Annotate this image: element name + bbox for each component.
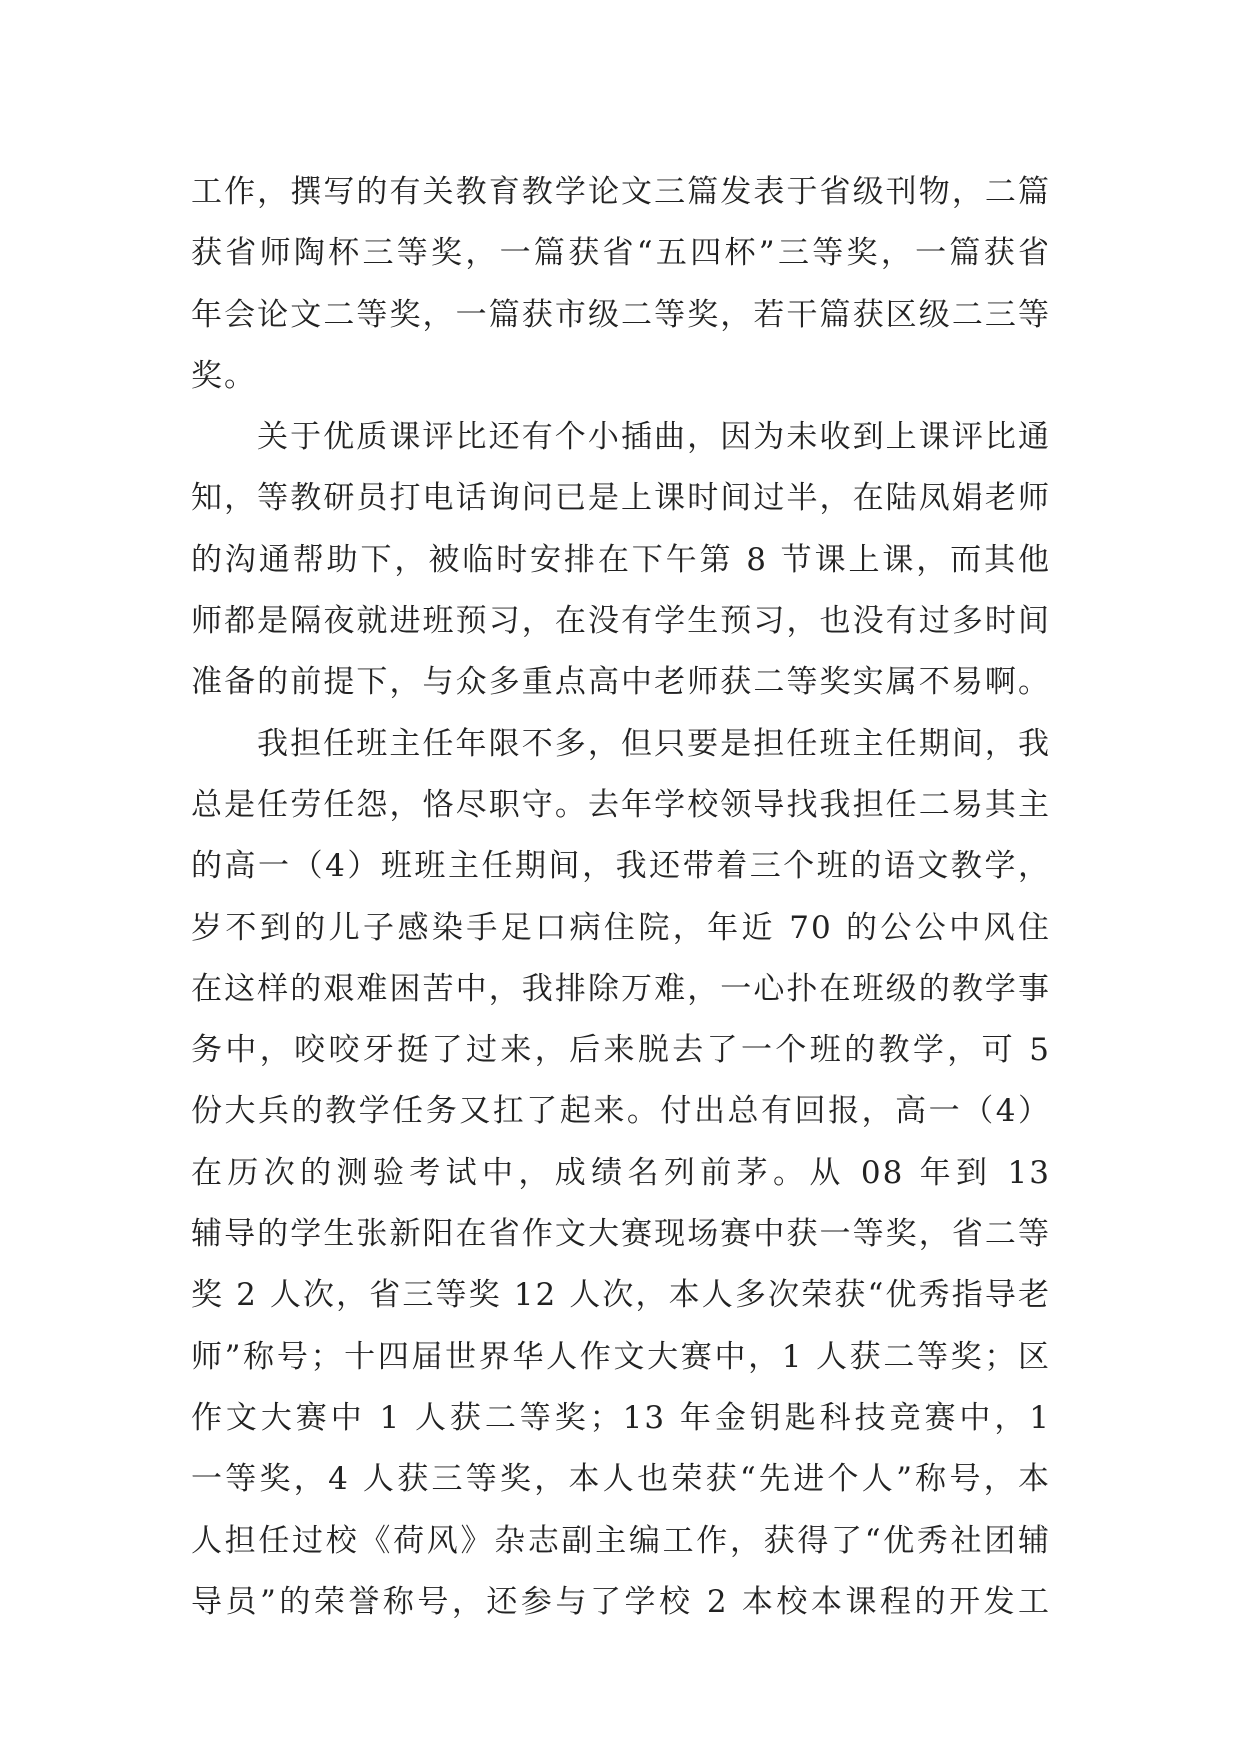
text-line: 务中，咬咬牙挺了过来，后来脱去了一个班的教学，可 5 (191, 1032, 1051, 1069)
text-line: 师都是隔夜就进班预习，在没有学生预习，也没有过多时间 (191, 603, 1051, 640)
text-line: 奖。 (191, 357, 257, 394)
text-line: 人担任过校《荷风》杂志副主编工作，获得了“优秀社团辅 (191, 1522, 1051, 1559)
text-line: 知，等教研员打电话询问已是上课时间过半，在陆凤娟老师 (191, 480, 1051, 517)
text-line: 奖 2 人次，省三等奖 12 人次，本人多次荣获“优秀指导老 (191, 1277, 1051, 1314)
document-body (191, 162, 1051, 1633)
paragraph-first-line: 关于优质课评比还有个小插曲，因为未收到上课评比通 (257, 419, 1051, 456)
text-line: 准备的前提下，与众多重点高中老师获二等奖实属不易啊。 (191, 664, 1051, 701)
paragraph-first-line: 我担任班主任年限不多，但只要是担任班主任期间，我 (257, 725, 1051, 762)
text-line: 的高一（4）班班主任期间，我还带着三个班的语文教学， (191, 848, 1051, 885)
text-line: 作文大赛中 1 人获二等奖；13 年金钥匙科技竞赛中，1 (191, 1399, 1051, 1436)
text-line: 工作，撰写的有关教育教学论文三篇发表于省级刊物，二篇 (191, 174, 1051, 210)
text-line: 份大兵的教学任务又扛了起来。付出总有回报，高一（4） (191, 1093, 1051, 1130)
text-line: 辅导的学生张新阳在省作文大赛现场赛中获一等奖，省二等 (191, 1216, 1051, 1253)
text-line: 的沟通帮助下，被临时安排在下午第 8 节课上课，而其他 (191, 541, 1051, 578)
text-line: 在历次的测验考试中，成绩名列前茅。从 08 年到 13 (191, 1154, 1051, 1191)
text-line: 总是任劳任怨，恪尽职守。去年学校领导找我担任二易其主 (191, 786, 1051, 823)
text-line: 获省师陶杯三等奖，一篇获省“五四杯”三等奖，一篇获省 (191, 235, 1051, 272)
text-line: 师”称号；十四届世界华人作文大赛中，1 人获二等奖；区 (191, 1338, 1051, 1375)
text-line: 一等奖，4 人获三等奖，本人也荣获“先进个人”称号，本 (191, 1461, 1051, 1498)
text-line: 岁不到的儿子感染手足口病住院，年近 70 的公公中风住 (191, 909, 1051, 946)
text-line: 在这样的艰难困苦中，我排除万难，一心扑在班级的教学事 (191, 970, 1051, 1007)
text-line: 年会论文二等奖，一篇获市级二等奖，若干篇获区级二三等 (191, 296, 1051, 333)
text-line: 导员”的荣誉称号，还参与了学校 2 本校本课程的开发工 (191, 1583, 1051, 1620)
